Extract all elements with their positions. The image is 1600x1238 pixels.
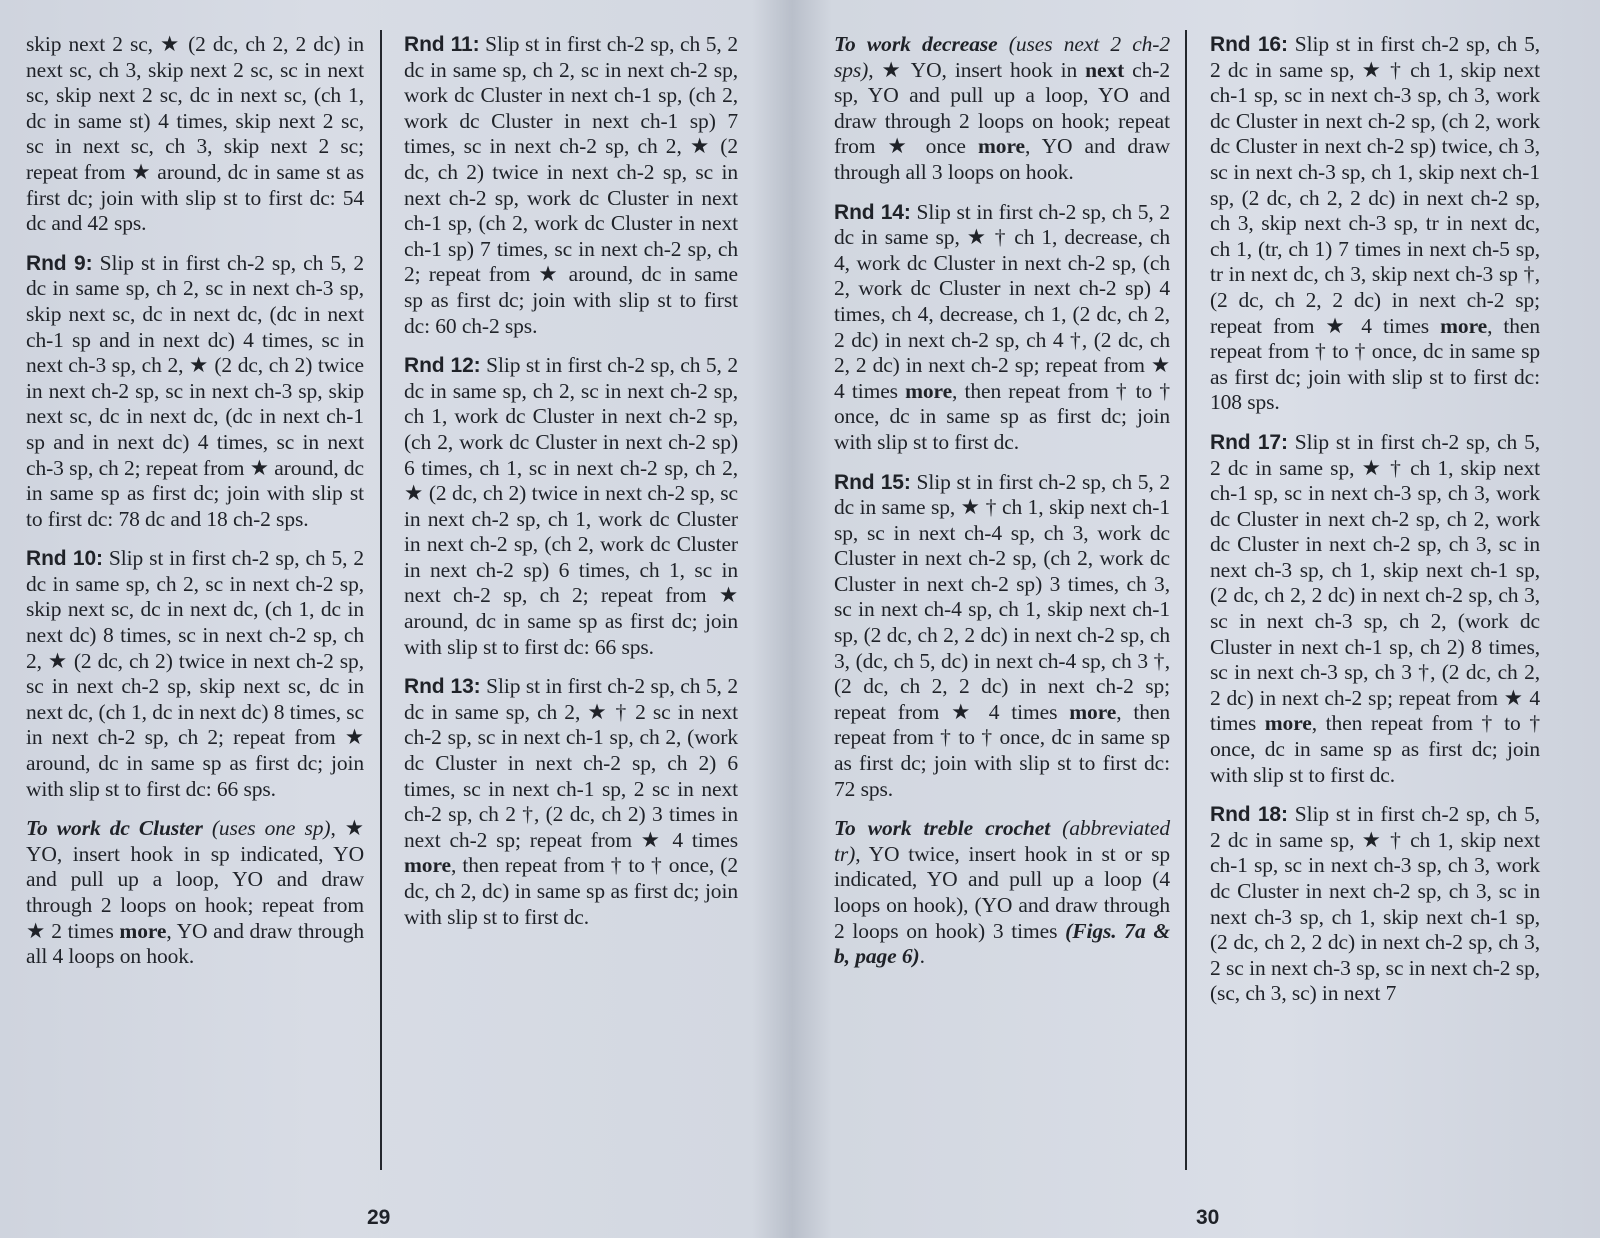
stitch-heading: To work treble crochet bbox=[834, 816, 1051, 841]
round-label: Rnd 12: bbox=[404, 354, 481, 378]
stitch-heading: To work dc Cluster bbox=[26, 816, 203, 841]
round-label: Rnd 17: bbox=[1210, 430, 1288, 454]
round-16: Rnd 16: Slip st in first ch-2 sp, ch 5, 2 dc in same sp, ★ † ch 1, skip next ch-1 sp, sc in next ch-3 sp, ch 3, work dc Cluster in next ch-2 sp, (ch 2, work dc Cluster in next ch-2 sp) twice, ch 3, sc in next ch-3 sp, ch 1, skip next ch-1 sp, (2 dc, ch 2, 2 dc) in next ch-2 sp, ch 3, skip next ch-3 sp, tr in next dc, ch 1, (tr, ch 1) 7 times in next ch-5 sp, tr in next dc, ch 3, skip next ch-3 sp †, (2 dc, ch 2, 2 dc) in next ch-2 sp; repeat from ★ 4 times more, then repeat from † to † once, dc in same sp as first dc; join with slip st to first dc: 108 sps. bbox=[1210, 32, 1541, 415]
round-label: Rnd 14: bbox=[834, 200, 911, 224]
round-label: Rnd 10: bbox=[26, 547, 103, 571]
column-divider bbox=[1185, 30, 1187, 1170]
column-4 bbox=[1210, 32, 1540, 1021]
column-divider bbox=[380, 30, 382, 1170]
round-10: Rnd 10: Slip st in first ch-2 sp, ch 5, 2 dc in same sp, ch 2, sc in next ch-2 sp, skip next sc, dc in next dc, (ch 1, dc in next dc) 8 times, sc in next ch-2 sp, ch 2, ★ (2 dc, ch 2) twice in next ch-2 sp, sc in next ch-2 sp, skip next sc, dc in next dc, (ch 1, dc in next dc) 8 times, sc in next ch-2 sp, ch 2; repeat from ★ around, dc in same sp as first dc; join with slip st to first dc: 66 sps. bbox=[26, 546, 364, 801]
column-1 bbox=[26, 32, 364, 984]
round-label: Rnd 16: bbox=[1210, 33, 1288, 56]
round-label: Rnd 9: bbox=[26, 251, 93, 275]
round-label: Rnd 18: bbox=[1210, 803, 1288, 827]
round-14: Rnd 14: Slip st in first ch-2 sp, ch 5, 2 dc in same sp, ★ † ch 1, decrease, ch 4, work dc Cluster in next ch-2 sp, (ch 2, work dc Cluster in next ch-2 sp) 4 times, ch 4, decrease, ch 1, (2 dc, ch 2, 2 dc) in next ch-2 sp, ch 4 †, (2 dc, ch 2, 2 dc) in next ch-2 sp; repeat from ★ 4 times more, then repeat from † to † once, dc in same sp as first dc; join with slip st to first dc. bbox=[834, 199, 1170, 454]
round-11: Rnd 11: Slip st in first ch-2 sp, ch 5, 2 dc in same sp, ch 2, sc in next ch-2 sp, work dc Cluster in next ch-1 sp, (ch 2, work dc Cluster in next ch-1 sp) 7 times, sc in next ch-2 sp, ch 2, ★ (2 dc, ch 2) twice in next ch-2 sp, sc in next ch-2 sp, work dc Cluster in next ch-1 sp, (ch 2, work dc Cluster in next ch-1 sp) 7 times, sc in next ch-2 sp, ch 2; repeat from ★ around, dc in same sp as first dc; join with slip st to first dc: 60 ch-2 sps. bbox=[404, 32, 738, 338]
round-12: Rnd 12: Slip st in first ch-2 sp, ch 5, 2 dc in same sp, ch 2, sc in next ch-2 sp, ch 1, work dc Cluster in next ch-2 sp, (ch 2, work dc Cluster in next ch-2 sp) 6 times, ch 1, sc in next ch-2 sp, ch 2, ★ (2 dc, ch 2) twice in next ch-2 sp, sc in next ch-2 sp, ch 1, work dc Cluster in next ch-2 sp, (ch 2, work dc Cluster in next ch-2 sp) 6 times, ch 1, sc in next ch-2 sp, ch 2; repeat from ★ around, dc in same sp as first dc; join with slip st to first dc: 66 sps. bbox=[404, 353, 738, 659]
round-17: Rnd 17: Slip st in first ch-2 sp, ch 5, 2 dc in same sp, ★ † ch 1, skip next ch-1 sp, sc in next ch-3 sp, ch 3, work dc Cluster in next ch-2 sp, ch 2, work dc Cluster in next ch-2 sp, ch 3, sc in next ch-3 sp, ch 1, skip next ch-1 sp, (2 dc, ch 2, 2 dc) in next ch-2 sp, ch 3, sc in next ch-3 sp, ch 2, (work dc Cluster in next ch-1 sp, ch 2) 8 times, sc in next ch-3 sp, ch 3 †, (2 dc, ch 2, 2 dc) in next ch-2 sp; repeat from ★ 4 times more, then repeat from † to † once, dc in same sp as first dc; join with slip st to first dc. bbox=[1210, 429, 1541, 787]
stitch-heading: To work decrease bbox=[834, 32, 998, 56]
column-2 bbox=[404, 32, 738, 944]
round-18: Rnd 18: Slip st in first ch-2 sp, ch 5, 2 dc in same sp, ★ † ch 1, skip next ch-1 sp, sc in next ch-3 sp, ch 3, work dc Cluster in next ch-2 sp, ch 3, sc in next ch-3 sp, ch 1, skip next ch-1 sp, (2 dc, ch 2, 2 dc) in next ch-2 sp, ch 3, 2 sc in next ch-3 sp, sc in next ch-2 sp, (sc, ch 3, sc) in next 7 bbox=[1210, 802, 1541, 1006]
paragraph-continued: skip next 2 sc, ★ (2 dc, ch 2, 2 dc) in next sc, ch 3, skip next 2 sc, sc in next sc, skip next 2 sc, dc in next sc, (ch 1, dc in same st) 4 times, skip next 2 sc, sc in next sc, ch 3, skip next 2 sc; repeat from ★ around, dc in same st as first dc; join with slip st to first dc: 54 dc and 42 sps. bbox=[26, 32, 364, 236]
round-9: Rnd 9: Slip st in first ch-2 sp, ch 5, 2 dc in same sp, ch 2, sc in next ch-3 sp, skip next sc, dc in next dc, (dc in next ch-1 sp and in next dc) 4 times, sc in next ch-3 sp, ch 2, ★ (2 dc, ch 2) twice in next ch-2 sp, sc in next ch-3 sp, skip next sc, dc in next dc, (dc in next ch-1 sp and in next dc) 4 times, sc in next ch-3 sp, ch 2; repeat from ★ around, dc in same sp as first dc; join with slip st to first dc: 78 dc and 18 ch-2 sps. bbox=[26, 250, 364, 531]
round-label: Rnd 11: bbox=[404, 33, 480, 56]
decrease-instructions: To work decrease (uses next 2 ch-2 sps), ★ YO, insert hook in next ch-2 sp, YO and pull up a loop, YO and draw through 2 loops on hook; repeat from ★ once more, YO and draw through all 3 loops on hook. bbox=[834, 32, 1171, 184]
column-3 bbox=[834, 32, 1170, 984]
page-right bbox=[808, 0, 1600, 1238]
round-label: Rnd 15: bbox=[834, 470, 911, 494]
page-left bbox=[0, 0, 790, 1238]
page-number: 29 bbox=[367, 1206, 391, 1229]
round-15: Rnd 15: Slip st in first ch-2 sp, ch 5, 2 dc in same sp, ★ † ch 1, skip next ch-1 sp, sc in next ch-4 sp, ch 3, work dc Cluster in next ch-2 sp, (ch 2, work dc Cluster in next ch-2 sp) 3 times, ch 3, sc in next ch-4 sp, ch 1, skip next ch-1 sp, (2 dc, ch 2, 2 dc) in next ch-2 sp, ch 3, (dc, ch 5, dc) in next ch-4 sp, ch 3 †, (2 dc, ch 2, 2 dc) in next ch-2 sp; repeat from ★ 4 times more, then repeat from † to † once, dc in same sp as first dc; join with slip st to first dc: 72 sps. bbox=[834, 469, 1170, 801]
round-13: Rnd 13: Slip st in first ch-2 sp, ch 5, 2 dc in same sp, ch 2, ★ † 2 sc in next ch-2 sp, sc in next ch-1 sp, ch 2, (work dc Cluster in next ch-2 sp, ch 2) 6 times, sc in next ch-1 sp, 2 sc in next ch-2 sp, ch 2 †, (2 dc, ch 2) 3 times in next ch-2 sp; repeat from ★ 4 times more, then repeat from † to † once, (2 dc, ch 2, dc) in same sp as first dc; join with slip st to first dc. bbox=[404, 674, 738, 929]
treble-crochet-instructions: To work treble crochet (abbreviated tr), YO twice, insert hook in st or sp indicated, YO and pull up a loop (4 loops on hook), (YO and draw through 2 loops on hook) 3 times (Figs. 7a & b, page 6). bbox=[834, 816, 1170, 969]
figure-reference: (Figs. 7a & b, page 6) bbox=[834, 918, 1170, 969]
dc-cluster-instructions: To work dc Cluster (uses one sp), ★ YO, insert hook in sp indicated, YO and pull up a loop, YO and draw through 2 loops on hook; repeat from ★ 2 times more, YO and draw through all 4 loops on hook. bbox=[26, 816, 365, 969]
round-label: Rnd 13: bbox=[404, 675, 481, 699]
page-number: 30 bbox=[1196, 1206, 1220, 1229]
